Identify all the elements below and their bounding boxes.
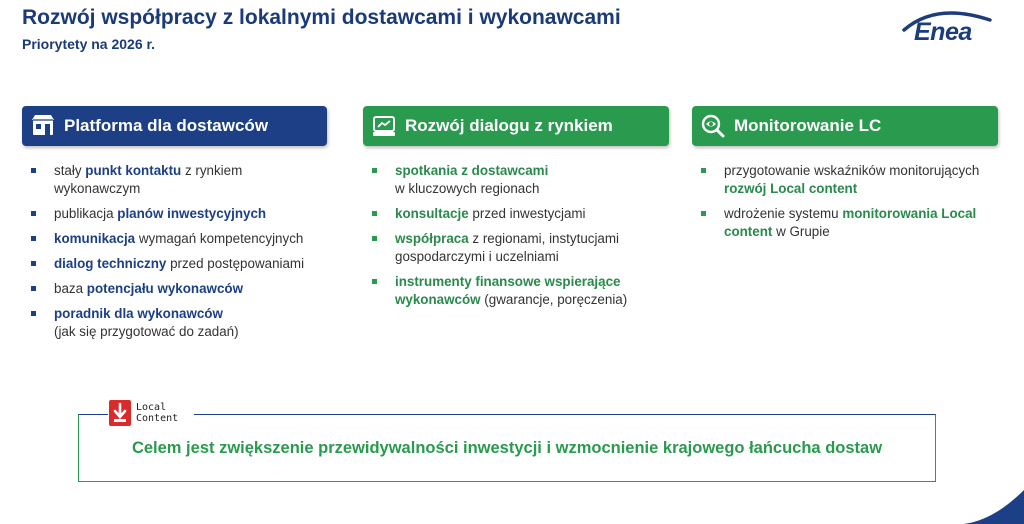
badge-line: Local xyxy=(136,402,167,413)
text: przygotowanie wskaźników monitorujących xyxy=(724,163,980,178)
page-title: Rozwój współpracy z lokalnymi dostawcami i wykonawcami xyxy=(22,6,621,29)
list-item xyxy=(692,162,998,198)
bold-text: instrumenty finansowe wspierające wykonawców xyxy=(395,274,621,307)
bold-text: planów inwestycyjnych xyxy=(117,206,267,221)
text: z rynkiem wykonawczym xyxy=(54,163,243,196)
text: w kluczowych regionach xyxy=(395,181,540,196)
text: wymagań kompetencyjnych xyxy=(135,231,304,246)
text: (gwarancje, poręczenia) xyxy=(480,292,628,307)
bullet-list xyxy=(363,162,669,309)
list-item xyxy=(22,255,327,273)
bold-text: monitorowania Local content xyxy=(724,206,977,239)
list-item xyxy=(22,230,327,248)
local-content-badge xyxy=(108,397,194,429)
column-header xyxy=(22,106,327,146)
text: (jak się przygotować do zadań) xyxy=(54,324,239,339)
list-item xyxy=(22,205,327,223)
bold-text: konsultacje xyxy=(395,206,469,221)
list-item xyxy=(22,280,327,298)
column-platforma xyxy=(22,106,327,348)
text: przed postępowaniami xyxy=(166,256,305,271)
text: w Grupie xyxy=(772,224,830,239)
text: z regionami, instytucjami gospodarczymi i uczelniami xyxy=(395,231,620,264)
local-content-icon xyxy=(108,399,132,427)
list-item xyxy=(692,205,998,241)
column-title: Monitorowanie LC xyxy=(734,116,882,135)
bold-text: spotkania z dostawcami xyxy=(395,163,549,178)
storefront-icon xyxy=(30,113,56,139)
column-title: Platforma dla dostawców xyxy=(64,116,269,135)
bullet-list xyxy=(22,162,327,341)
column-header xyxy=(692,106,998,146)
list-item xyxy=(363,162,669,198)
goal-box xyxy=(78,414,936,482)
column-dialog xyxy=(363,106,669,316)
list-item xyxy=(363,273,669,309)
list-item xyxy=(363,205,669,223)
bold-text: dialog techniczny xyxy=(54,256,167,271)
magnifier-eye-icon xyxy=(700,113,726,139)
list-item xyxy=(22,162,327,198)
corner-accent xyxy=(964,490,1024,524)
bold-text: współpraca xyxy=(395,231,469,246)
list-item xyxy=(363,230,669,266)
page-subtitle: Priorytety na 2026 r. xyxy=(22,36,156,52)
bold-text: punkt kontaktu xyxy=(85,163,182,178)
list-item xyxy=(22,305,327,341)
bullet-list xyxy=(692,162,998,241)
column-header xyxy=(363,106,669,146)
text: stały xyxy=(54,163,86,178)
handshake-icon xyxy=(371,113,397,139)
enea-logo: Enea xyxy=(914,18,972,46)
goal-text: Celem jest zwiększenie przewidywalności inwestycji i wzmocnienie krajowego łańcucha dostaw xyxy=(131,439,883,457)
bold-text: poradnik dla wykonawców xyxy=(54,306,223,321)
bold-text: komunikacja xyxy=(54,231,136,246)
column-monitoring xyxy=(692,106,998,248)
text: publikacja xyxy=(54,206,118,221)
bold-text: rozwój Local content xyxy=(724,181,858,196)
column-title: Rozwój dialogu z rynkiem xyxy=(405,116,613,135)
bold-text: potencjału wykonawców xyxy=(86,281,244,296)
badge-line: Content xyxy=(136,413,179,424)
text: wdrożenie systemu xyxy=(724,206,843,221)
text: przed inwestycjami xyxy=(468,206,586,221)
text: baza xyxy=(54,281,87,296)
